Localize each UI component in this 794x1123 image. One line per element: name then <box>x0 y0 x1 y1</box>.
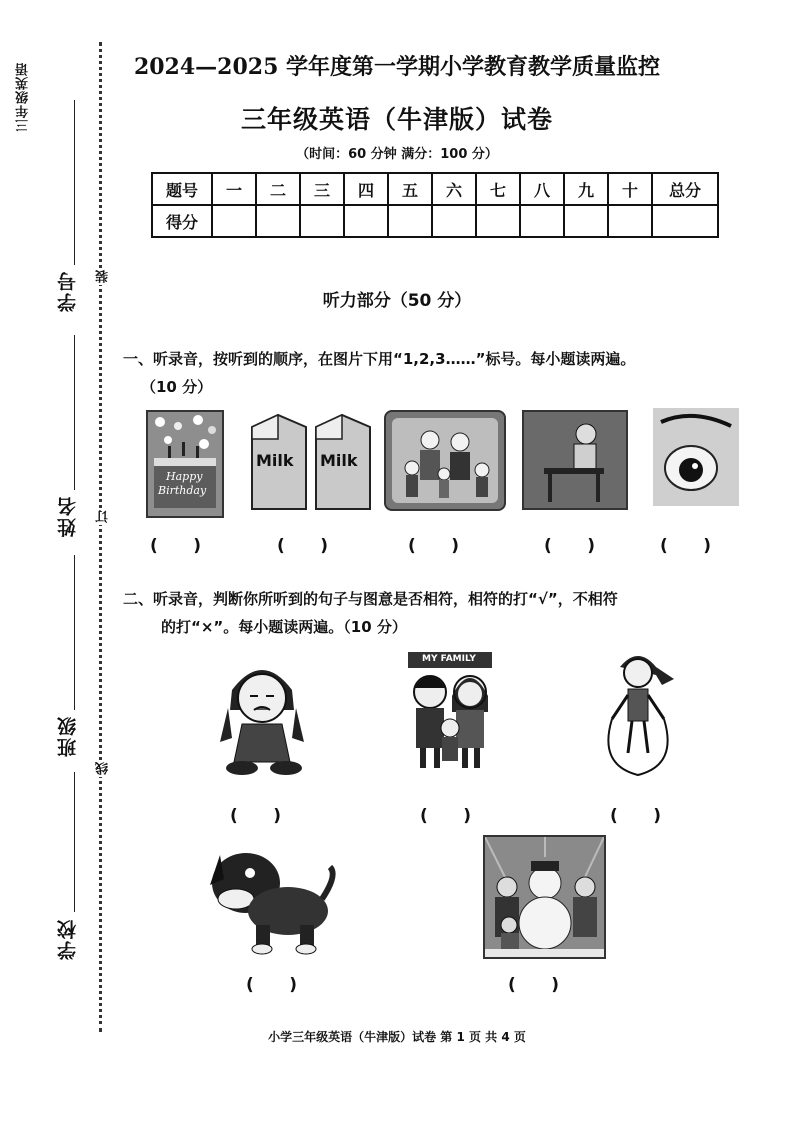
my-family-banner: MY FAMILY <box>422 654 476 664</box>
class-line <box>74 555 75 710</box>
score-input-cell[interactable] <box>432 205 476 237</box>
score-input-cell[interactable] <box>608 205 652 237</box>
q1-answer-3[interactable]: ( ) <box>408 536 460 556</box>
milk-label-left: Milk <box>256 451 294 470</box>
score-cell: 九 <box>564 173 608 205</box>
q1-instruction <box>123 345 763 401</box>
score-input-cell[interactable] <box>256 205 300 237</box>
my-family-picture <box>400 652 500 774</box>
school-line <box>74 772 75 912</box>
snowman-picture <box>483 835 606 959</box>
score-cell: 总分 <box>652 173 718 205</box>
q2-answer-2[interactable]: ( ) <box>420 806 472 826</box>
score-cell: 一 <box>212 173 256 205</box>
student-id-label: 学号 <box>57 270 79 312</box>
bind-mark-zhuang: 装 <box>96 270 111 283</box>
score-cell: 四 <box>344 173 388 205</box>
score-input-cell[interactable] <box>344 205 388 237</box>
school-label: 学校 <box>57 918 79 960</box>
score-row-label: 得分 <box>152 205 212 237</box>
score-input-cell[interactable] <box>564 205 608 237</box>
q1-answer-5[interactable]: ( ) <box>660 536 712 556</box>
q1-answer-1[interactable]: ( ) <box>150 536 202 556</box>
q1-answer-2[interactable]: ( ) <box>277 536 329 556</box>
exam-meta: （时间：60 分钟 满分：100 分） <box>296 147 498 162</box>
q2-answer-5[interactable]: ( ) <box>508 975 560 995</box>
score-cell: 题号 <box>152 173 212 205</box>
crying-girl-picture <box>212 650 312 780</box>
binding-dotted-line <box>99 42 102 1032</box>
q2-line2: 的打“×”。每小题读两遍。（10 分） <box>161 618 407 636</box>
score-table <box>151 172 719 238</box>
score-input-cell[interactable] <box>652 205 718 237</box>
person-sitting-picture <box>522 410 628 510</box>
q1-line1: 一、听录音，按听到的顺序，在图片下用“1,2,3……”标号。每小题读两遍。 <box>123 350 636 368</box>
score-cell: 六 <box>432 173 476 205</box>
name-line <box>74 335 75 490</box>
dog-picture <box>206 845 338 955</box>
q1-line2: （10 分） <box>141 378 213 396</box>
cake-text-happy: Happy <box>166 470 203 483</box>
page-footer: 小学三年级英语（牛津版）试卷 第 1 页 共 4 页 <box>268 1030 526 1044</box>
exam-subtitle: 三年级英语（牛津版）试卷 <box>240 105 553 134</box>
eye-picture <box>653 408 739 506</box>
q2-line1: 二、听录音，判断你所听到的句子与图意是否相符，相符的打“√”，不相符 <box>123 590 618 608</box>
score-cell: 八 <box>520 173 564 205</box>
q2-answer-3[interactable]: ( ) <box>610 806 662 826</box>
q1-answer-4[interactable]: ( ) <box>544 536 596 556</box>
q2-answer-4[interactable]: ( ) <box>246 975 298 995</box>
score-input-cell[interactable] <box>388 205 432 237</box>
score-table-header-row <box>152 173 718 205</box>
score-input-cell[interactable] <box>212 205 256 237</box>
milk-label-right: Milk <box>320 451 358 470</box>
cake-text-birthday: Birthday <box>158 484 207 497</box>
listening-section-title: 听力部分（50 分） <box>322 291 472 311</box>
side-top-label: 三年级英语 <box>16 62 31 132</box>
name-label: 姓名 <box>57 495 79 537</box>
birthday-cake-picture <box>146 410 224 518</box>
exam-title: 2024—2025 学年度第一学期小学教育教学质量监控 <box>133 54 661 80</box>
score-input-cell[interactable] <box>300 205 344 237</box>
class-label: 班级 <box>57 715 79 757</box>
family-picture <box>384 410 506 511</box>
score-input-cell[interactable] <box>476 205 520 237</box>
bind-mark-ding: 订 <box>96 510 111 523</box>
score-cell: 三 <box>300 173 344 205</box>
score-cell: 五 <box>388 173 432 205</box>
bind-mark-xian: 线 <box>96 762 111 775</box>
milk-cartons-picture <box>248 413 374 511</box>
score-table-score-row <box>152 205 718 237</box>
score-input-cell[interactable] <box>520 205 564 237</box>
jump-rope-picture <box>598 645 680 781</box>
score-cell: 十 <box>608 173 652 205</box>
q2-instruction <box>123 585 763 641</box>
score-cell: 七 <box>476 173 520 205</box>
score-cell: 二 <box>256 173 300 205</box>
q2-answer-1[interactable]: ( ) <box>230 806 282 826</box>
